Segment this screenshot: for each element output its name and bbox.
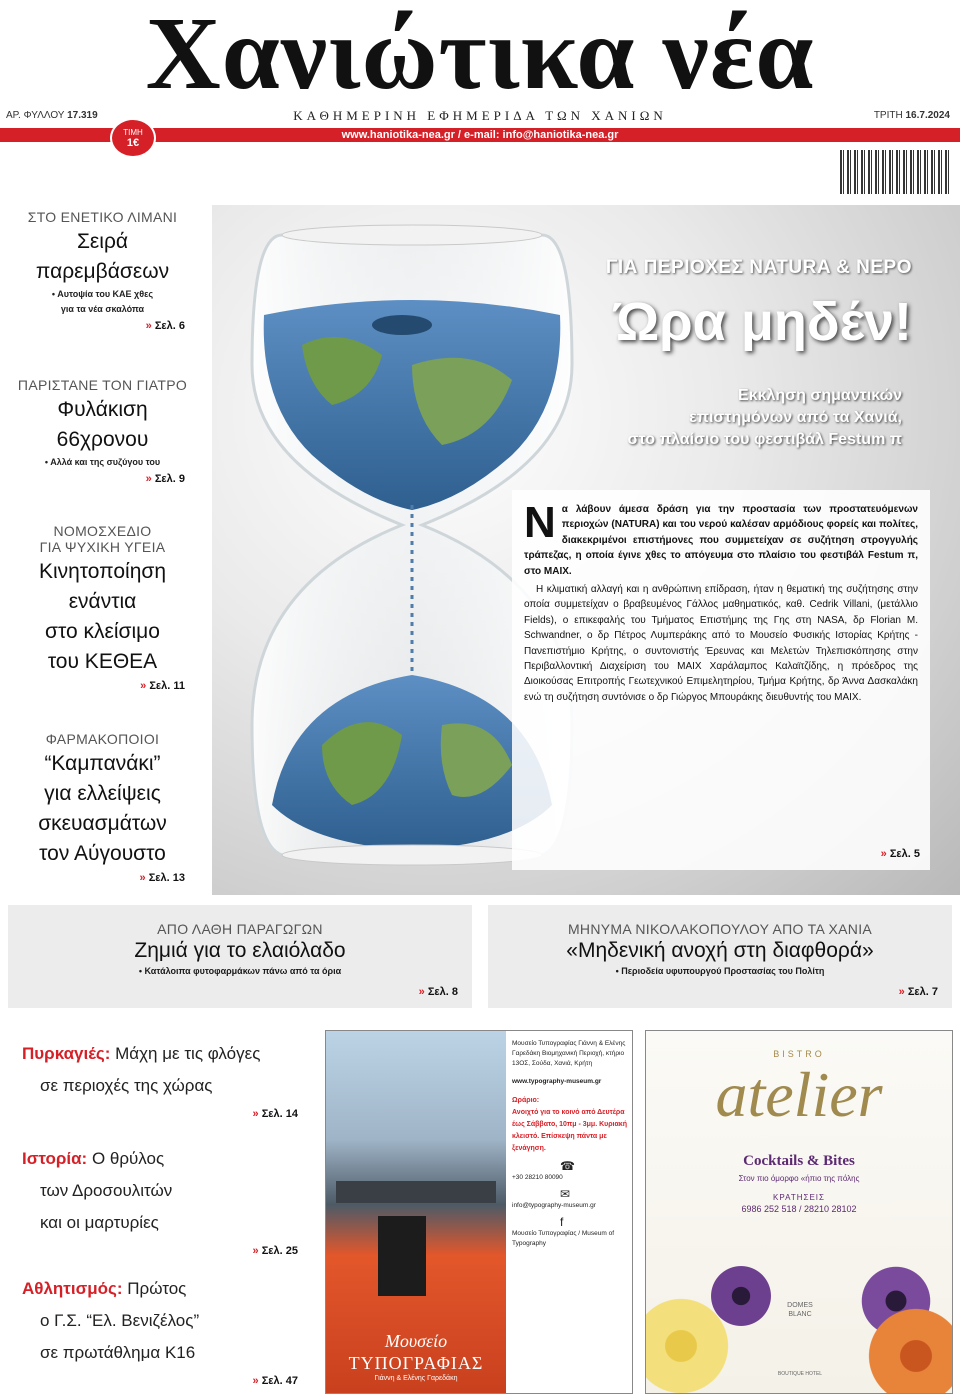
double-arrow-icon: » [880,847,887,860]
drop-cap: Ν [524,498,556,547]
story-headline: Φυλάκιση 66χρονου [56,398,149,451]
story-headline: “Καμπανάκι” για ελλείψεις σκευασμάτων τον Αύγουστο [38,752,167,865]
story-venetian-harbour[interactable]: ΣΤΟ ΕΝΕΤΙΚΟ ΛΙΜΑΝΙ Σειρά παρεμβάσεων • Αυτοψία του ΚΑΕ χθες για τα νέα σκαλόπα » Σελ. 6 [0,209,205,332]
display-shelf [336,1181,496,1203]
double-arrow-icon: » [145,320,152,332]
masthead [0,0,960,150]
tagline: ΚΑΘΗΜΕΡΙΝΗ ΕΦΗΜΕΡΙΔΑ ΤΩΝ ΧΑΝΙΩΝ [293,108,667,123]
reservations-label: ΚΡΑΤΗΣΕΙΣ [773,1193,825,1202]
issue-number: ΑΡ. ΦΥΛΛΟΥ 17.319 [6,110,98,121]
website-email-line[interactable]: www.haniotika-nea.gr / e-mail: info@haniotika-nea.gr [341,129,619,141]
phone-icon: ☎ [560,1159,575,1173]
barcode [840,150,952,194]
issue-date: ΤΡΙΤΗ 16.7.2024 [873,110,950,121]
facebook-icon: f [560,1215,564,1229]
museum-logo-script: Μουσείο [384,1331,448,1351]
printing-press [378,1216,426,1296]
hero-story[interactable] [212,205,960,895]
double-arrow-icon: » [140,680,147,692]
story-headline: Ζημιά για το ελαιόλαδο [134,939,346,962]
double-arrow-icon: » [252,1108,259,1120]
story-zero-tolerance[interactable]: ΜΗΝΥΜΑ ΝΙΚΟΛΑΚΟΠΟΥΛΟΥ ΑΠΟ ΤΑ ΧΑΝΙΑ «Μηδενική ανοχή στη διαφθορά» • Περιοδεία υφυπουργού Προστασίας του Πολίτη » Σελ. 7 [488,905,952,1008]
purple-flower-icon [706,1261,776,1331]
story-subhead: • Περιοδεία υφυπουργού Προστασίας του Πολίτη [615,966,825,976]
left-column [0,205,205,895]
ad-atelier-bistro[interactable] [645,1030,953,1394]
story-headline: «Μηδενική ανοχή στη διαφθορά» [566,939,874,962]
story-headline: Σειρά παρεμβάσεων [35,230,170,283]
cocktails-bites: Cocktails & Bites [743,1153,855,1169]
double-arrow-icon: » [418,986,425,998]
page-reference: » Σελ. 14 [252,1108,298,1120]
museum-facebook[interactable]: Μουσείο Τυπογραφίας / Museum of Typography [512,1230,615,1247]
story-kicker: ΝΟΜΟΣΧΕΔΙΟ ΓΙΑ ΨΥΧΙΚΗ ΥΓΕΙΑ [39,523,166,555]
page-reference: » Σελ. 47 [252,1375,298,1387]
story-subhead: • Κατάλοιπα φυτοφαρμάκων πάνω από τα όρια [138,966,342,976]
article-body: Η κλιματική αλλαγή και η ανθρώπινη επίδραση, ήταν η θεματική της συζήτησης στην οποία συμμετείχαν ο βραβευμένος Γάλλος μαθηματικός, καθ. Cedrik Villani, (μετάλλιο Fields), ο επικεφαλής του Τμήματος Επιστήμης της Γης στη NASA, δρ Florian M. Schwandner, ο δρ Πέτρος Λυμπεράκης από το Μουσείο Φυσικής Ιστορίας Κρήτης - Πανεπιστήμιο Κρήτης, ο συντονιστής Έρευνας και Μελετών Τηλεπισκόπησης στην Περιβαλλοντική Διαχείριση του ΜΑΙΧ Χαράλαμπος Καλαϊτζίδης, η πρόεδρος της Διοικούσας Επιτροπής Γεωτεχνικού Επιμελητηρίου, Τμήμα Κρήτης, δρ Άννα Δασκαλάκη ενώ τη συζήτηση συντόνισε ο δρ Γιώργος Μπουράκης διευθυντής του ΜΑΙΧ. [524,584,918,703]
page-reference: » Σελ. 9 [145,473,185,485]
museum-info: Μουσείο Τυπογραφίας Γιάννη & Ελένης Γαρεδάκη Βιομηχανική Περιοχή, κτήριο 13ΟΣ, Σούδα, Χανιά, Κρήτη www.typography-museum.gr Ωράριο: Ανοιχτό για το κοινό από Δευτέρα έως Σάββατο, 10πμ - 3μμ. Κυριακή κλειστό. Επίσκεψη πάντα με ξενάγηση. ☎ +30 28210 80090 ✉ info@typography-museum.gr f Μουσείο Τυπογραφίας / Museum of Typography [512,1040,627,1247]
story-history[interactable]: Ιστορία: Ο θρύλος των Δροσουλιτών και οι μαρτυρίες » Σελ. 25 [22,1143,312,1259]
story-pharmacists[interactable]: ΦΑΡΜΑΚΟΠΟΙΟΙ “Καμπανάκι” για ελλείψεις σκευασμάτων τον Αύγουστο » Σελ. 13 [0,731,205,884]
museum-logo: ΤΥΠΟΓΡΑΦΙΑΣ [348,1353,484,1373]
price-badge: ΤΙΜΗ 1€ [110,118,156,158]
article-lead: α λάβουν άμεσα δράση για την προστασία των προστατευόμενων περιοχών (NATURA) και του νερού καλέσαν αρμόδιους φορείς και πολίτες, διακεκριμένοι επιστήμονες που συμμετείχαν σε συζήτηση στρογγυλής τράπεζας, η οποία έγινε χθες το απόγευμα στο πλαίσιο του φεστιβάλ Festum π, στο ΜΑΙΧ. [524,504,918,577]
museum-phone[interactable]: +30 28210 80090 [512,1174,563,1181]
story-wildfires[interactable]: Πυρκαγιές: Μάχη με τις φλόγες σε περιοχές της χώρας » Σελ. 14 [22,1038,312,1122]
story-fake-doctor[interactable]: ΠΑΡΙΣΤΑΝΕ ΤΟΝ ΓΙΑΤΡΟ Φυλάκιση 66χρονου • Αλλά και της συζύγου του » Σελ. 9 [0,377,205,485]
boutique-hotel-label: BOUTIQUE HOTEL [777,1371,823,1377]
hero-headline: Ώρα μηδέν! [613,292,912,352]
page-reference: » Σελ. 5 [880,847,920,860]
page-reference: » Σελ. 13 [139,872,185,884]
reservation-phones[interactable]: 6986 252 518 / 28210 28102 [741,1204,857,1214]
bistro-label: BISTRO [773,1049,825,1059]
hero-subheadline: Εκκληση σημαντικών επιστημόνων από τα Χανιά, στο πλαίσιο του φεστιβάλ Festum π [627,387,902,448]
double-arrow-icon: » [145,473,152,485]
story-olive-oil[interactable]: ΑΠΟ ΛΑΘΗ ΠΑΡΑΓΩΓΩΝ Ζημιά για το ελαιόλαδο • Κατάλοιπα φυτοφαρμάκων πάνω από τα όρια » Σελ. 8 [8,905,472,1008]
story-subhead: • Αυτοψία του ΚΑΕ χθες για τα νέα σκαλόπα [51,289,154,314]
ad-typography-museum[interactable] [325,1030,633,1394]
double-arrow-icon: » [139,872,146,884]
story-headline: Κινητοποίηση ενάντια στο κλείσιμο του ΚΕΘΕΑ [38,560,167,673]
atelier-tagline: Στον πιο όμορφο «ήπιο της πόλης [738,1174,860,1183]
double-arrow-icon: » [252,1375,259,1387]
hero-article [512,490,930,870]
story-sports[interactable]: Αθλητισμός: Πρώτος ο Γ.Σ. “Ελ. Βενιζέλος” σε πρωτάθλημα Κ16 » Σελ. 47 [22,1273,312,1389]
double-arrow-icon: » [252,1245,259,1257]
page-reference: » Σελ. 11 [140,680,185,692]
museum-hours: Ανοιχτό για το κοινό από Δευτέρα έως Σάββατο, 10πμ - 3μμ. Κυριακή κλειστό. Επίσκεψη πάντα με ξενάγηση. [512,1109,627,1152]
atelier-logo: atelier [715,1059,883,1130]
story-subhead: • Αλλά και της συζύγου του [44,457,161,467]
newspaper-title: Χανιώτικα νέα [145,0,815,111]
domes-blanc-logo: DOMES BLANC [787,1302,813,1318]
hero-kicker: ΓΙΑ ΠΕΡΙΟΧΕΣ NATURA & ΝΕΡΟ [605,257,912,278]
museum-logo-sub: Γιάννη & Ελένης Γαρεδάκη [374,1375,458,1382]
story-mental-health-bill[interactable] [0,523,205,692]
page-reference: » Σελ. 7 [898,986,938,998]
page-reference: » Σελ. 25 [252,1245,298,1257]
email-icon: ✉ [560,1187,571,1201]
page-reference: » Σελ. 6 [145,320,185,332]
page-reference: » Σελ. 8 [418,986,458,998]
museum-website[interactable]: www.typography-museum.gr [512,1078,602,1085]
double-arrow-icon: » [898,986,905,998]
museum-email[interactable]: info@typography-museum.gr [512,1202,596,1209]
